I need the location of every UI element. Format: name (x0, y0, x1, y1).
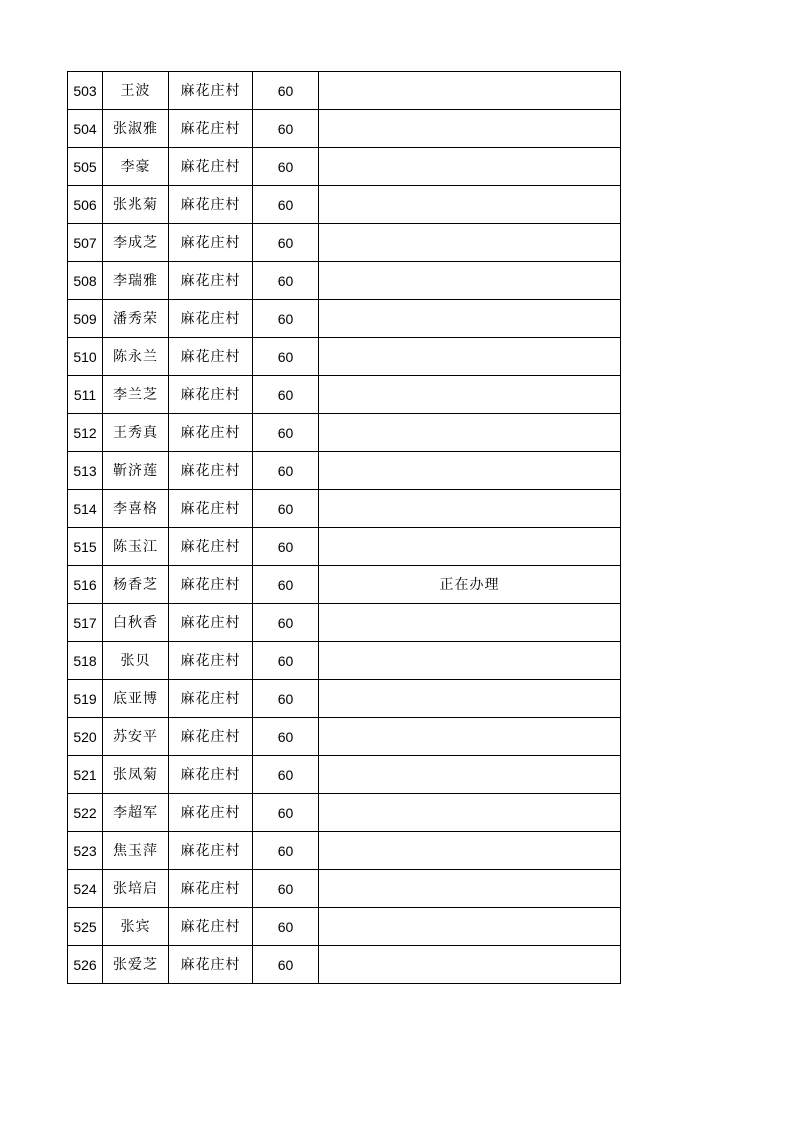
row-number-cell: 520 (68, 718, 103, 756)
village-cell: 麻花庄村 (169, 110, 253, 148)
table-row (68, 680, 621, 718)
remark-cell (319, 908, 621, 946)
name-cell: 张爱芝 (103, 946, 169, 984)
amount-cell: 60 (253, 490, 319, 528)
roster-table (67, 71, 621, 984)
village-cell: 麻花庄村 (169, 414, 253, 452)
amount-cell: 60 (253, 794, 319, 832)
name-cell: 王秀真 (103, 414, 169, 452)
village-cell: 麻花庄村 (169, 224, 253, 262)
table-row (68, 756, 621, 794)
village-cell: 麻花庄村 (169, 832, 253, 870)
name-cell: 焦玉萍 (103, 832, 169, 870)
row-number-cell: 523 (68, 832, 103, 870)
remark-cell (319, 300, 621, 338)
village-cell: 麻花庄村 (169, 376, 253, 414)
village-cell: 麻花庄村 (169, 490, 253, 528)
name-cell: 王波 (103, 72, 169, 110)
name-cell: 李豪 (103, 148, 169, 186)
row-number-cell: 508 (68, 262, 103, 300)
table-row (68, 110, 621, 148)
name-cell: 李兰芝 (103, 376, 169, 414)
table-row (68, 148, 621, 186)
row-number-cell: 517 (68, 604, 103, 642)
name-cell: 张贝 (103, 642, 169, 680)
table-row (68, 338, 621, 376)
row-number-cell: 525 (68, 908, 103, 946)
village-cell: 麻花庄村 (169, 148, 253, 186)
name-cell: 陈永兰 (103, 338, 169, 376)
table-row (68, 452, 621, 490)
table-row (68, 414, 621, 452)
table-row (68, 718, 621, 756)
table-row (68, 642, 621, 680)
table-row (68, 186, 621, 224)
village-cell: 麻花庄村 (169, 452, 253, 490)
remark-cell (319, 946, 621, 984)
name-cell: 张淑雅 (103, 110, 169, 148)
name-cell: 底亚博 (103, 680, 169, 718)
name-cell: 白秋香 (103, 604, 169, 642)
amount-cell: 60 (253, 72, 319, 110)
village-cell: 麻花庄村 (169, 756, 253, 794)
remark-cell: 正在办理 (319, 566, 621, 604)
remark-cell (319, 756, 621, 794)
table-row (68, 908, 621, 946)
row-number-cell: 505 (68, 148, 103, 186)
amount-cell: 60 (253, 642, 319, 680)
name-cell: 张凤菊 (103, 756, 169, 794)
table-row (68, 566, 621, 604)
remark-cell (319, 718, 621, 756)
amount-cell: 60 (253, 908, 319, 946)
row-number-cell: 511 (68, 376, 103, 414)
table-row (68, 490, 621, 528)
village-cell: 麻花庄村 (169, 604, 253, 642)
village-cell: 麻花庄村 (169, 642, 253, 680)
village-cell: 麻花庄村 (169, 186, 253, 224)
row-number-cell: 506 (68, 186, 103, 224)
table-row (68, 376, 621, 414)
village-cell: 麻花庄村 (169, 300, 253, 338)
amount-cell: 60 (253, 946, 319, 984)
row-number-cell: 503 (68, 72, 103, 110)
name-cell: 李超军 (103, 794, 169, 832)
village-cell: 麻花庄村 (169, 262, 253, 300)
amount-cell: 60 (253, 262, 319, 300)
remark-cell (319, 528, 621, 566)
remark-cell (319, 72, 621, 110)
remark-cell (319, 452, 621, 490)
amount-cell: 60 (253, 528, 319, 566)
village-cell: 麻花庄村 (169, 72, 253, 110)
amount-cell: 60 (253, 604, 319, 642)
table-row (68, 604, 621, 642)
name-cell: 张宾 (103, 908, 169, 946)
amount-cell: 60 (253, 110, 319, 148)
table-row (68, 832, 621, 870)
amount-cell: 60 (253, 148, 319, 186)
remark-cell (319, 604, 621, 642)
remark-cell (319, 414, 621, 452)
amount-cell: 60 (253, 300, 319, 338)
amount-cell: 60 (253, 870, 319, 908)
remark-cell (319, 642, 621, 680)
amount-cell: 60 (253, 376, 319, 414)
amount-cell: 60 (253, 566, 319, 604)
remark-cell (319, 148, 621, 186)
remark-cell (319, 262, 621, 300)
village-cell: 麻花庄村 (169, 946, 253, 984)
amount-cell: 60 (253, 414, 319, 452)
name-cell: 潘秀荣 (103, 300, 169, 338)
village-cell: 麻花庄村 (169, 870, 253, 908)
table-row (68, 528, 621, 566)
row-number-cell: 504 (68, 110, 103, 148)
remark-cell (319, 832, 621, 870)
name-cell: 陈玉江 (103, 528, 169, 566)
table-row (68, 262, 621, 300)
row-number-cell: 526 (68, 946, 103, 984)
village-cell: 麻花庄村 (169, 528, 253, 566)
remark-cell (319, 338, 621, 376)
row-number-cell: 515 (68, 528, 103, 566)
table-row (68, 300, 621, 338)
amount-cell: 60 (253, 452, 319, 490)
name-cell: 张培启 (103, 870, 169, 908)
name-cell: 李成芝 (103, 224, 169, 262)
row-number-cell: 513 (68, 452, 103, 490)
name-cell: 李瑞雅 (103, 262, 169, 300)
table-row (68, 870, 621, 908)
remark-cell (319, 490, 621, 528)
remark-cell (319, 794, 621, 832)
row-number-cell: 509 (68, 300, 103, 338)
row-number-cell: 522 (68, 794, 103, 832)
row-number-cell: 516 (68, 566, 103, 604)
name-cell: 靳济莲 (103, 452, 169, 490)
village-cell: 麻花庄村 (169, 908, 253, 946)
amount-cell: 60 (253, 680, 319, 718)
row-number-cell: 524 (68, 870, 103, 908)
amount-cell: 60 (253, 718, 319, 756)
row-number-cell: 519 (68, 680, 103, 718)
remark-cell (319, 870, 621, 908)
village-cell: 麻花庄村 (169, 566, 253, 604)
village-cell: 麻花庄村 (169, 794, 253, 832)
remark-cell (319, 186, 621, 224)
village-cell: 麻花庄村 (169, 338, 253, 376)
name-cell: 杨香芝 (103, 566, 169, 604)
village-cell: 麻花庄村 (169, 718, 253, 756)
name-cell: 苏安平 (103, 718, 169, 756)
remark-cell (319, 376, 621, 414)
table-row (68, 946, 621, 984)
row-number-cell: 510 (68, 338, 103, 376)
name-cell: 李喜格 (103, 490, 169, 528)
remark-cell (319, 224, 621, 262)
remark-cell (319, 680, 621, 718)
row-number-cell: 507 (68, 224, 103, 262)
row-number-cell: 514 (68, 490, 103, 528)
amount-cell: 60 (253, 832, 319, 870)
table-row (68, 794, 621, 832)
amount-cell: 60 (253, 186, 319, 224)
roster-table-body (68, 72, 621, 984)
row-number-cell: 521 (68, 756, 103, 794)
table-row (68, 72, 621, 110)
row-number-cell: 518 (68, 642, 103, 680)
name-cell: 张兆菊 (103, 186, 169, 224)
amount-cell: 60 (253, 224, 319, 262)
table-row (68, 224, 621, 262)
row-number-cell: 512 (68, 414, 103, 452)
village-cell: 麻花庄村 (169, 680, 253, 718)
amount-cell: 60 (253, 338, 319, 376)
remark-cell (319, 110, 621, 148)
amount-cell: 60 (253, 756, 319, 794)
